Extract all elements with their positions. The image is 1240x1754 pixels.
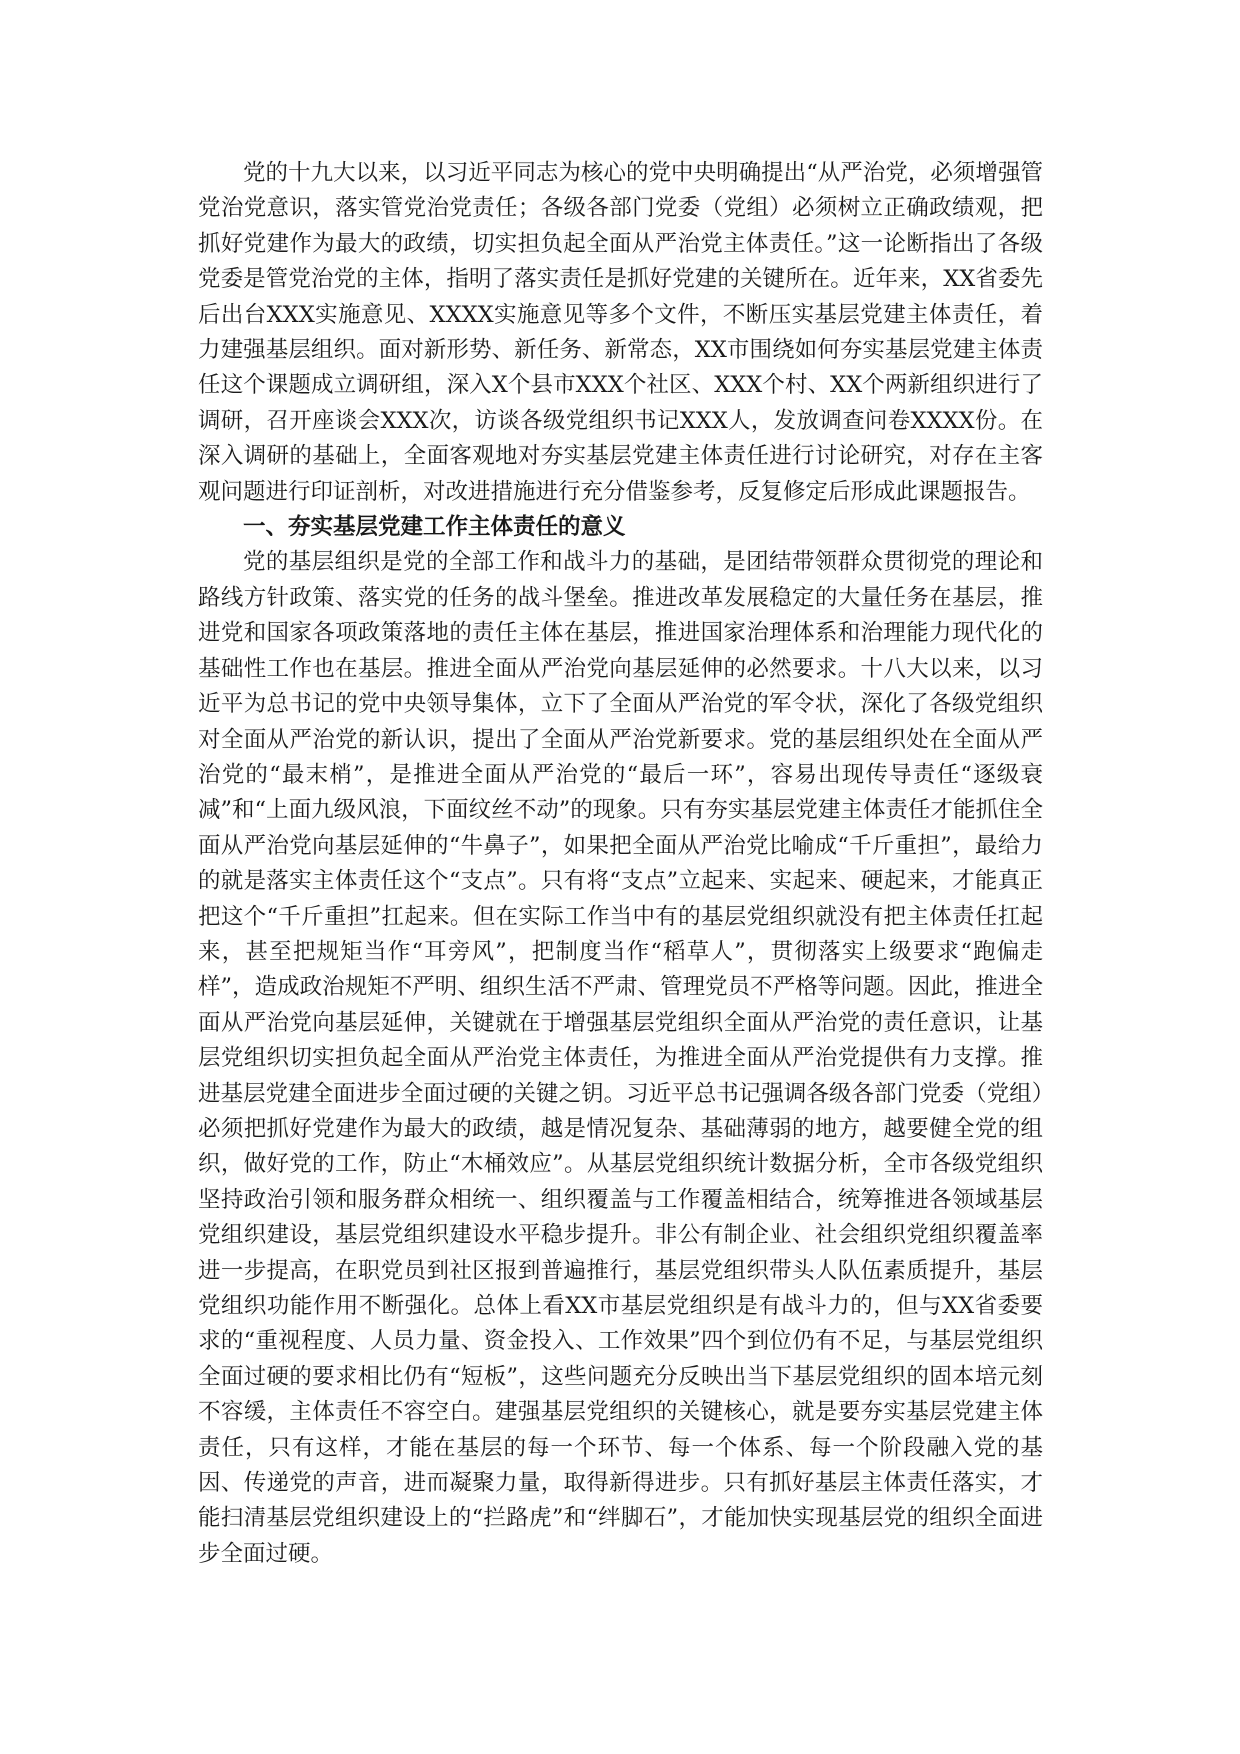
document-body bbox=[198, 156, 1043, 1572]
section-paragraph: 党的基层组织是党的全部工作和战斗力的基础，是团结带领群众贯彻党的理论和路线方针政策、落实党的任务的战斗堡垒。推进改革发展稳定的大量任务在基层，推进党和国家各项政策落地的责任主体在基层，推进国家治理体系和治理能力现代化的基础性工作也在基层。推进全面从严治党向基层延伸的必然要求。十八大以来，以习近平为总书记的党中央领导集体，立下了全面从严治党的军令状，深化了各级党组织对全面从严治党的新认识，提出了全面从严治党新要求。党的基层组织处在全面从严治党的“最末梢”，是推进全面从严治党的“最后一环”，容易出现传导责任“逐级衰减”和“上面九级风浪，下面纹丝不动”的现象。只有夯实基层党建主体责任才能抓住全面从严治党向基层延伸的“牛鼻子”，如果把全面从严治党比喻成“千斤重担”，最给力的就是落实主体责任这个“支点”。只有将“支点”立起来、实起来、硬起来，才能真正把这个“千斤重担”扛起来。但在实际工作当中有的基层党组织就没有把主体责任扛起来，甚至把规矩当作“耳旁风”，把制度当作“稻草人”，贯彻落实上级要求“跑偏走样”，造成政治规矩不严明、组织生活不严肃、管理党员不严格等问题。因此，推进全面从严治党向基层延伸，关键就在于增强基层党组织全面从严治党的责任意识，让基层党组织切实担负起全面从严治党主体责任，为推进全面从严治党提供有力支撑。推进基层党建全面进步全面过硬的关键之钥。习近平总书记强调各级各部门党委（党组）必须把抓好党建作为最大的政绩，越是情况复杂、基础薄弱的地方，越要健全党的组织，做好党的工作，防止“木桶效应”。从基层党组织统计数据分析，全市各级党组织坚持政治引领和服务群众相统一、组织覆盖与工作覆盖相结合，统筹推进各领域基层党组织建设，基层党组织建设水平稳步提升。非公有制企业、社会组织党组织覆盖率进一步提高，在职党员到社区报到普遍推行，基层党组织带头人队伍素质提升，基层党组织功能作用不断强化。总体上看XX市基层党组织是有战斗力的，但与XX省委要求的“重视程度、人员力量、资金投入、工作效果”四个到位仍有不足，与基层党组织全面过硬的要求相比仍有“短板”，这些问题充分反映出当下基层党组织的固本培元刻不容缓，主体责任不容空白。建强基层党组织的关键核心，就是要夯实基层党建主体责任，只有这样，才能在基层的每一个环节、每一个体系、每一个阶段融入党的基因、传递党的声音，进而凝聚力量，取得新得进步。只有抓好基层主体责任落实，才能扫清基层党组织建设上的“拦路虎”和“绊脚石”，才能加快实现基层党的组织全面进步全面过硬。 bbox=[198, 549, 1043, 1567]
section-heading: 一、夯实基层党建工作主体责任的意义 bbox=[243, 514, 626, 541]
intro-paragraph: 党的十九大以来，以习近平同志为核心的党中央明确提出“从严治党，必须增强管党治党意识，落实管党治党责任；各级各部门党委（党组）必须树立正确政绩观，把抓好党建作为最大的政绩，切实担负起全面从严治党主体责任。”这一论断指出了各级党委是管党治党的主体，指明了落实责任是抓好党建的关键所在。近年来，XX省委先后出台XXX实施意见、XXXX实施意见等多个文件，不断压实基层党建主体责任，着力建强基层组织。面对新形势、新任务、新常态，XX市围绕如何夯实基层党建主体责任这个课题成立调研组，深入X个县市XXX个社区、XXX个村、XX个两新组织进行了调研，召开座谈会XXX次，访谈各级党组织书记XXX人，发放调查问卷XXXX份。在深入调研的基础上，全面客观地对夯实基层党建主体责任进行讨论研究，对存在主客观问题进行印证剖析，对改进措施进行充分借鉴参考，反复修定后形成此课题报告。 bbox=[198, 160, 1043, 505]
